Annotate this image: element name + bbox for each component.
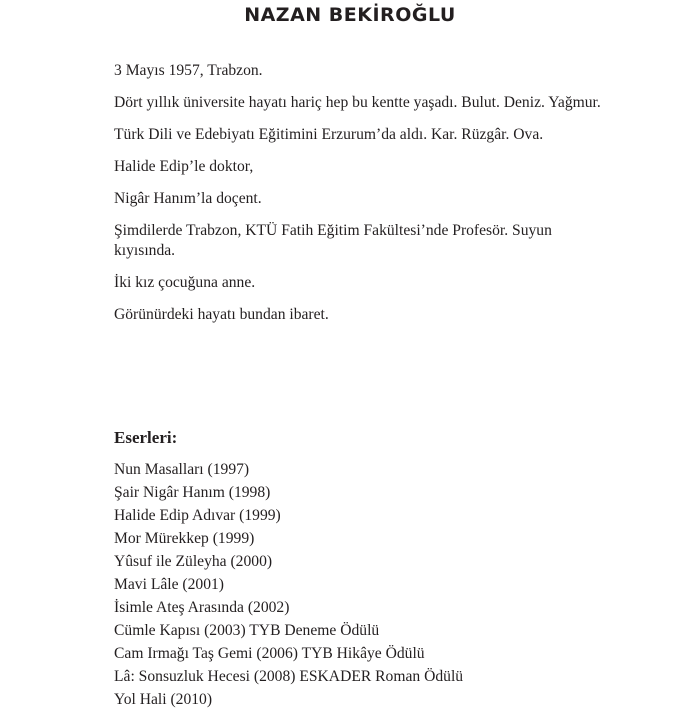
biography bbox=[114, 61, 604, 337]
work-item: Mavi Lâle (2001) bbox=[114, 576, 224, 593]
works-list bbox=[114, 458, 614, 711]
work-item: Cümle Kapısı (2003) TYB Deneme Ödülü bbox=[114, 622, 380, 639]
bio-line-education: Türk Dili ve Edebiyatı Eğitimini Erzurum’da aldı. Kar. Rüzgâr. Ova. bbox=[114, 126, 544, 143]
work-item: İsimle Ateş Arasında (2002) bbox=[114, 599, 290, 616]
bio-line-associate: Nigâr Hanım’la doçent. bbox=[114, 190, 262, 207]
bio-line-doctorate: Halide Edip’le doktor, bbox=[114, 158, 254, 175]
work-item: Halide Edip Adıvar (1999) bbox=[114, 507, 281, 524]
bio-line-summary: Görünürdeki hayatı bundan ibaret. bbox=[114, 306, 329, 323]
author-name: NAZAN BEKİROĞLU bbox=[244, 4, 456, 26]
works-heading: Eserleri: bbox=[114, 428, 178, 447]
work-item: Yol Hali (2010) bbox=[114, 691, 213, 708]
bio-line-professor: Şimdilerde Trabzon, KTÜ Fatih Eğitim Fakültesi’nde Profesör. Suyun kıyısında. bbox=[114, 222, 552, 259]
work-item: Yûsuf ile Züleyha (2000) bbox=[114, 553, 273, 570]
work-item: Cam Irmağı Taş Gemi (2006) TYB Hikâye Ödülü bbox=[114, 645, 425, 662]
work-item: Şair Nigâr Hanım (1998) bbox=[114, 484, 271, 501]
bio-line-city: Dört yıllık üniversite hayatı hariç hep bu kentte yaşadı. Bulut. Deniz. Yağmur. bbox=[114, 94, 601, 111]
bio-line-birth: 3 Mayıs 1957, Trabzon. bbox=[114, 62, 263, 79]
work-item: Nun Masalları (1997) bbox=[114, 461, 250, 478]
work-item: Mor Mürekkep (1999) bbox=[114, 530, 255, 547]
work-item: Lâ: Sonsuzluk Hecesi (2008) ESKADER Roman Ödülü bbox=[114, 668, 464, 685]
bio-line-mother: İki kız çocuğuna anne. bbox=[114, 274, 256, 291]
